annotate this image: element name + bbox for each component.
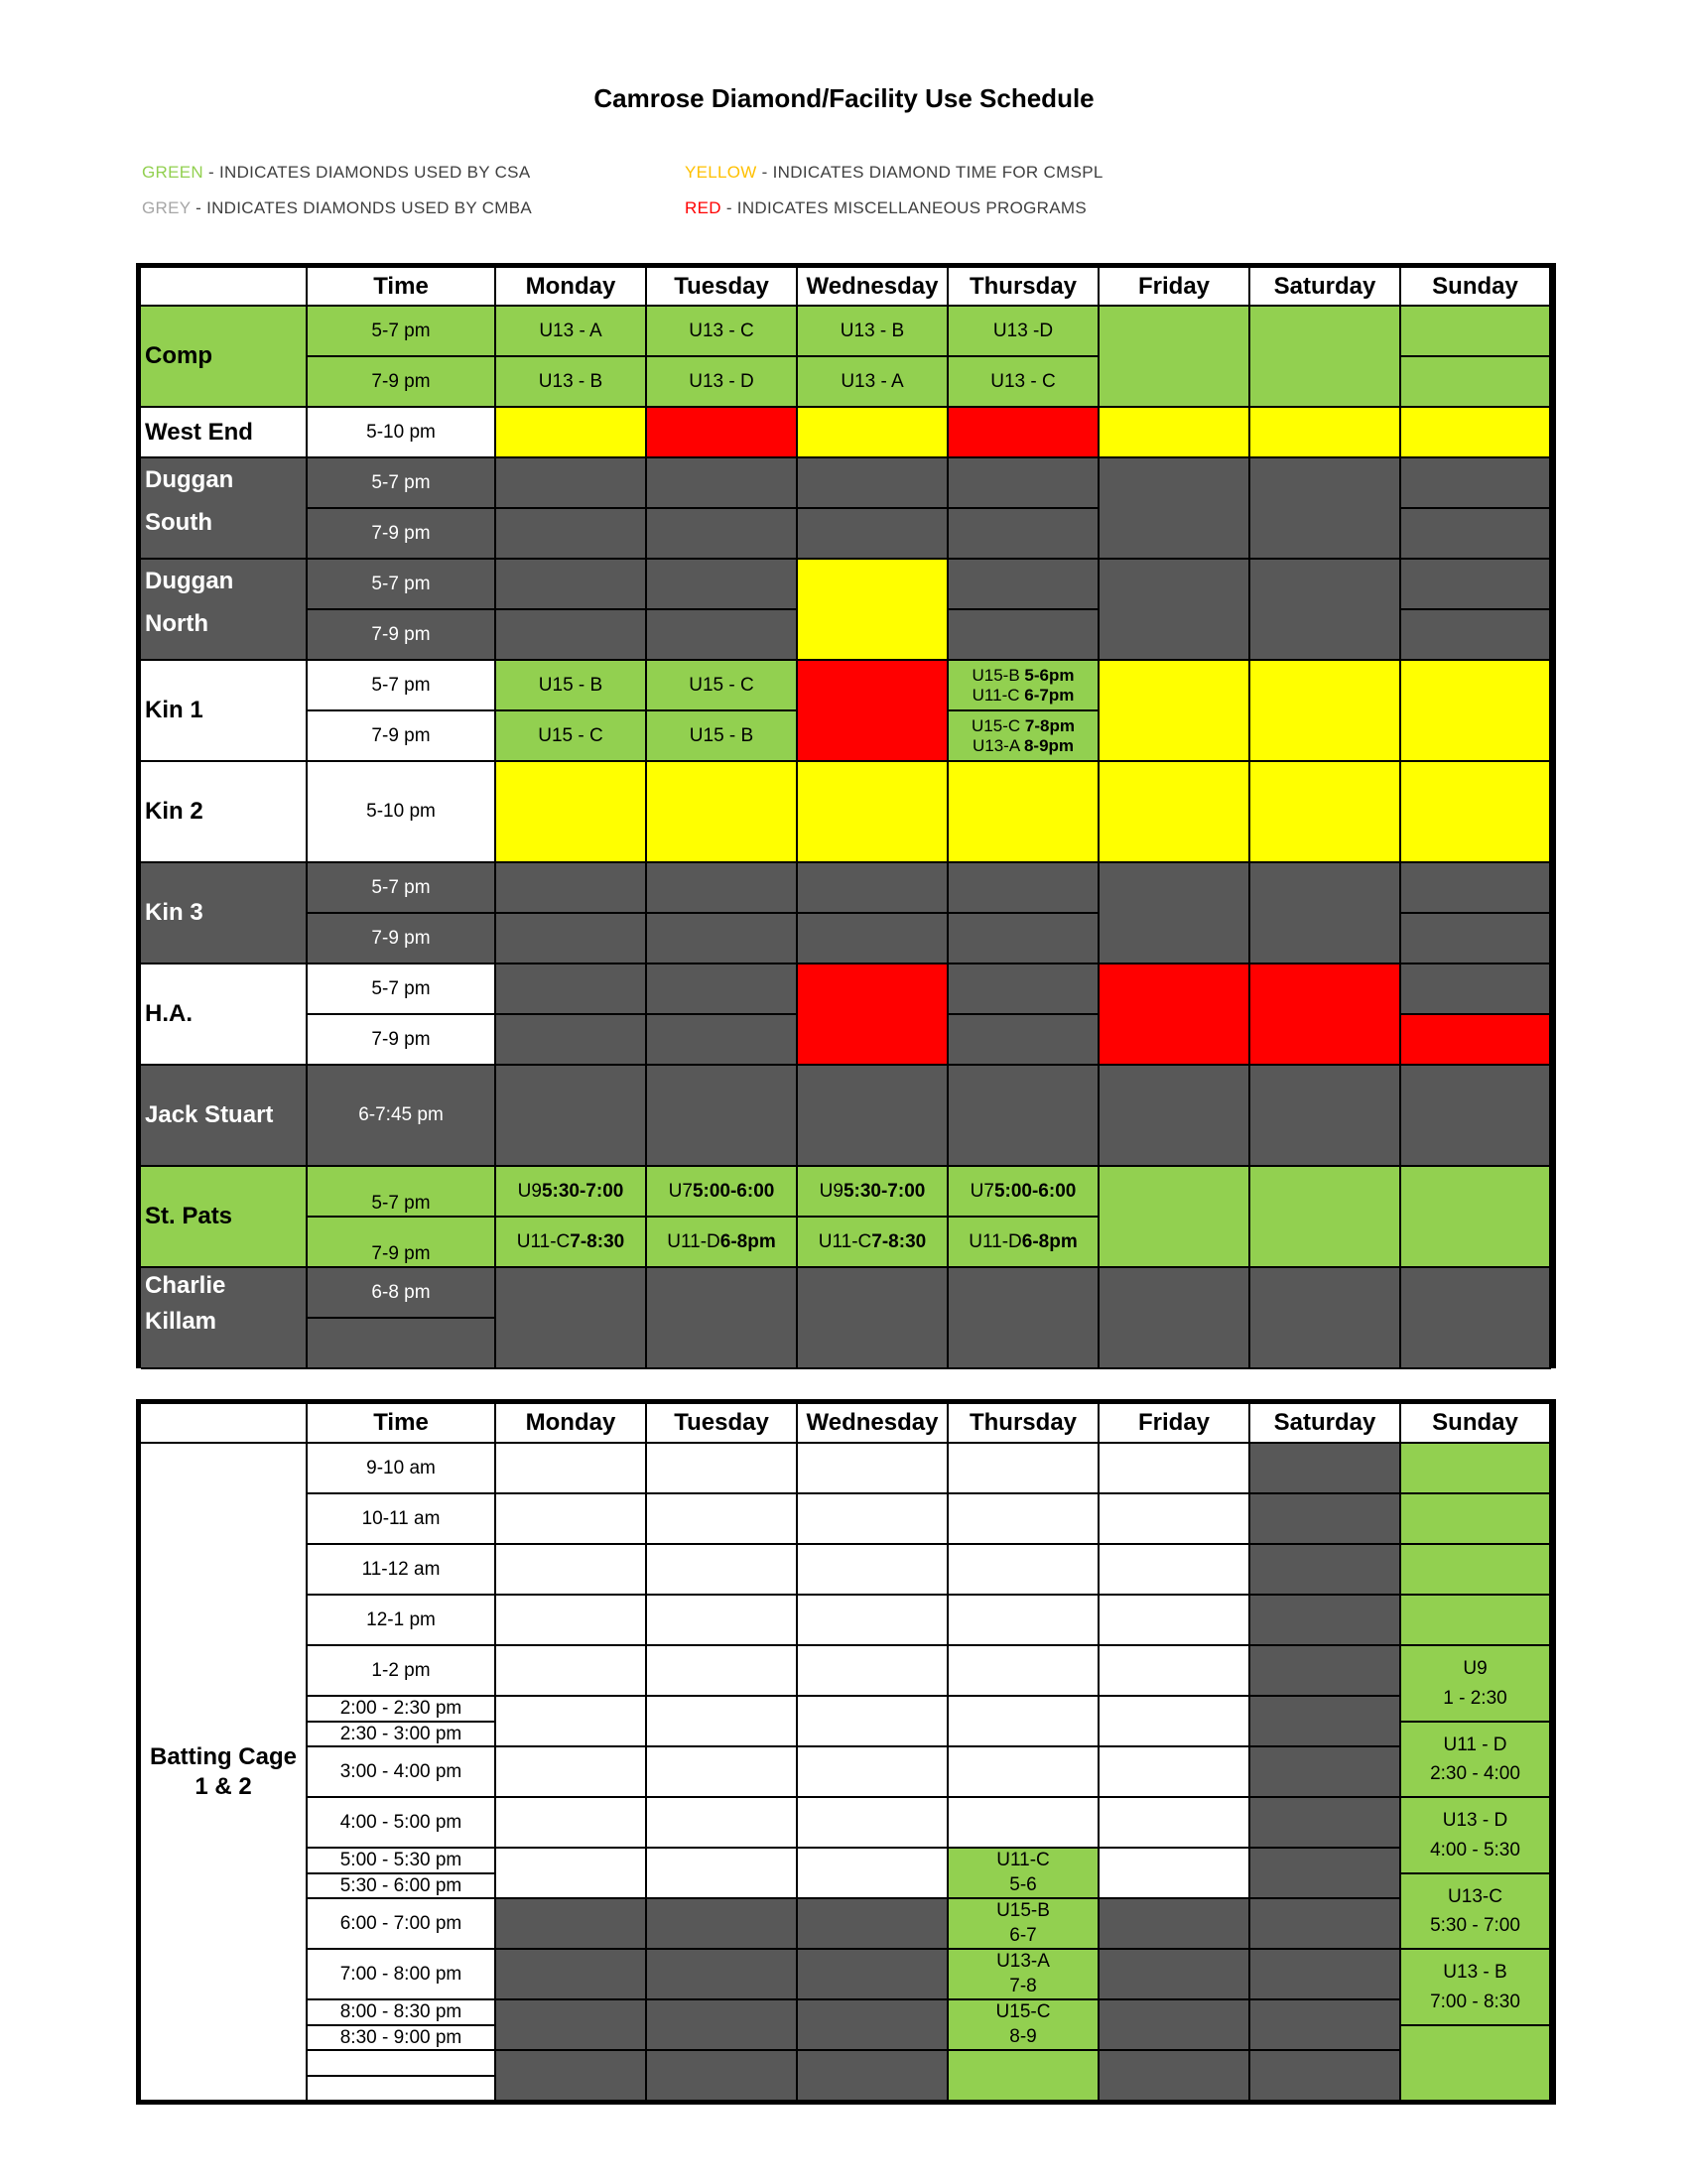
row-label-kin-2: Kin 2 — [141, 762, 308, 863]
cage-cell — [1100, 1494, 1250, 1545]
kin1-thu-1 — [949, 661, 1100, 711]
charlie-killam-cell — [496, 1268, 647, 1369]
duggan-south-cell — [496, 458, 647, 509]
kin2-time: 5-10 pm — [308, 762, 496, 863]
cage-cell — [949, 1494, 1100, 1545]
duggan-south-cell — [647, 458, 798, 509]
header-sunday: Sunday — [1401, 268, 1551, 307]
charlie-killam-cell — [1401, 1268, 1551, 1369]
comp-mon-1: U13 - A — [496, 307, 647, 357]
st-pats-sat — [1250, 1167, 1401, 1268]
ha-time-2: 7-9 pm — [308, 1015, 496, 1066]
kin3-cell — [647, 863, 798, 914]
west-end-wed — [798, 408, 949, 458]
duggan-north-cell — [949, 560, 1100, 610]
comp-sun-1 — [1401, 307, 1551, 357]
row-label-duggan-south — [141, 458, 308, 560]
batting-cage-label-2: 1 & 2 — [195, 1772, 252, 1800]
cage-cell — [496, 2051, 647, 2102]
comp-fri — [1100, 307, 1250, 408]
cage-thu-cell — [949, 2051, 1100, 2102]
cage-cell — [949, 1444, 1100, 1494]
header-time: Time — [308, 1404, 496, 1444]
charlie-killam-label-1: Charlie — [145, 1272, 226, 1299]
duggan-south-cell — [496, 509, 647, 560]
kin3-cell — [1401, 863, 1551, 914]
ha-fri — [1100, 964, 1250, 1066]
cage-cell — [496, 2000, 647, 2051]
header-friday: Friday — [1100, 268, 1250, 307]
cage-cell — [647, 2051, 798, 2102]
kin3-fri — [1100, 863, 1250, 964]
comp-tue-2: U13 - D — [647, 357, 798, 408]
header-friday: Friday — [1100, 1404, 1250, 1444]
cage-sat-cell — [1250, 1747, 1401, 1798]
duggan-south-label-2: South — [145, 509, 212, 537]
cage-cell — [798, 1798, 949, 1849]
header-blank — [141, 268, 308, 307]
duggan-north-cell — [647, 610, 798, 661]
row-label-duggan-north — [141, 560, 308, 661]
row-label-kin-1: Kin 1 — [141, 661, 308, 762]
charlie-killam-cell — [1100, 1268, 1250, 1369]
ha-cell — [647, 1015, 798, 1066]
ha-cell — [949, 964, 1100, 1015]
st-pats-sun — [1401, 1167, 1551, 1268]
legend-red — [685, 198, 1087, 218]
cage-cell — [798, 2051, 949, 2102]
cage-cell — [1100, 1849, 1250, 1899]
row-label-comp: Comp — [141, 307, 308, 408]
row-label-west-end: West End — [141, 408, 308, 458]
st-pats-time-1: 5-7 pm — [308, 1167, 496, 1218]
cage-sun-slot-4: U13-C 5:30 - 7:00 — [1401, 1874, 1551, 1950]
cage-cell — [798, 1646, 949, 1697]
header-tuesday: Tuesday — [647, 268, 798, 307]
st-pats-tue-2: U11-D 6-8pm — [647, 1218, 798, 1268]
cage-cell — [949, 1798, 1100, 1849]
duggan-south-cell — [1401, 458, 1551, 509]
page-title: Camrose Diamond/Facility Use Schedule — [593, 83, 1095, 113]
duggan-south-sat — [1250, 458, 1401, 560]
kin2-sun — [1401, 762, 1551, 863]
cage-sun-cell — [1401, 1596, 1551, 1646]
batting-cage-table — [136, 1399, 1556, 2105]
cage-cell — [1100, 1646, 1250, 1697]
row-label-jack-stuart: Jack Stuart — [141, 1066, 308, 1167]
kin3-cell — [949, 863, 1100, 914]
cage-cell — [647, 1444, 798, 1494]
header-saturday: Saturday — [1250, 268, 1401, 307]
jack-stuart-cell — [798, 1066, 949, 1167]
cage-cell — [647, 1899, 798, 1950]
cage-sat-cell — [1250, 1798, 1401, 1849]
st-pats-fri — [1100, 1167, 1250, 1268]
kin1-sat — [1250, 661, 1401, 762]
duggan-north-time-1: 5-7 pm — [308, 560, 496, 610]
cage-sun-cell — [1401, 1545, 1551, 1596]
cage-sat-cell — [1250, 2000, 1401, 2051]
duggan-south-time-2: 7-9 pm — [308, 509, 496, 560]
cage-cell — [798, 1849, 949, 1899]
jack-stuart-cell — [1100, 1066, 1250, 1167]
legend-grey-word: GREY — [142, 198, 192, 217]
comp-time-1: 5-7 pm — [308, 307, 496, 357]
row-label-ha: H.A. — [141, 964, 308, 1066]
cage-sun-cell — [1401, 1494, 1551, 1545]
legend-green-text: - INDICATES DIAMONDS USED BY CSA — [202, 163, 531, 182]
kin3-time-1: 5-7 pm — [308, 863, 496, 914]
west-end-sun — [1401, 408, 1551, 458]
comp-thu-1: U13 -D — [949, 307, 1100, 357]
comp-sat — [1250, 307, 1401, 408]
charlie-killam-cell — [647, 1268, 798, 1369]
kin2-thu — [949, 762, 1100, 863]
kin2-mon — [496, 762, 647, 863]
st-pats-wed-2: U11-C 7-8:30 — [798, 1218, 949, 1268]
cage-thu-slot-1: U11-C 5-6 — [949, 1849, 1100, 1899]
west-end-thu — [949, 408, 1100, 458]
kin3-cell — [949, 914, 1100, 964]
west-end-mon — [496, 408, 647, 458]
kin1-mon-2: U15 - C — [496, 711, 647, 762]
cage-cell — [798, 1494, 949, 1545]
st-pats-thu-1: U7 5:00-6:00 — [949, 1167, 1100, 1218]
legend-yellow-text: - INDICATES DIAMOND TIME FOR CMSPL — [756, 163, 1104, 182]
comp-wed-1: U13 - B — [798, 307, 949, 357]
header-time: Time — [308, 268, 496, 307]
kin1-time-1: 5-7 pm — [308, 661, 496, 711]
cage-cell — [647, 1494, 798, 1545]
comp-time-2: 7-9 pm — [308, 357, 496, 408]
duggan-south-label-1: Duggan — [145, 466, 234, 493]
kin3-cell — [496, 914, 647, 964]
cage-cell — [496, 1798, 647, 1849]
cage-sat-cell — [1250, 1646, 1401, 1697]
ha-cell — [496, 964, 647, 1015]
cage-thu-slot-4: U15-C 8-9 — [949, 2000, 1100, 2051]
cage-cell — [1100, 1950, 1250, 2000]
jack-stuart-cell — [1250, 1066, 1401, 1167]
cage-time: 8:30 - 9:00 pm — [308, 2026, 496, 2051]
st-pats-mon-1: U9 5:30-7:00 — [496, 1167, 647, 1218]
kin1-sun — [1401, 661, 1551, 762]
cage-sun-slot-5: U13 - B 7:00 - 8:30 — [1401, 1950, 1551, 2026]
cage-cell — [798, 1899, 949, 1950]
cage-cell — [949, 1646, 1100, 1697]
kin1-thu-slot: U15-C 7-8pm — [972, 715, 1075, 735]
st-pats-tue-1: U7 5:00-6:00 — [647, 1167, 798, 1218]
cage-sat-cell — [1250, 1849, 1401, 1899]
row-label-charlie-killam — [141, 1268, 308, 1369]
cage-time: 8:00 - 8:30 pm — [308, 2000, 496, 2026]
row-label-batting-cage — [141, 1444, 308, 2102]
cage-cell — [647, 1596, 798, 1646]
duggan-north-cell — [1401, 610, 1551, 661]
duggan-south-fri — [1100, 458, 1250, 560]
ha-time-1: 5-7 pm — [308, 964, 496, 1015]
comp-wed-2: U13 - A — [798, 357, 949, 408]
duggan-north-sat — [1250, 560, 1401, 661]
kin2-sat — [1250, 762, 1401, 863]
cage-cell — [496, 1697, 647, 1747]
west-end-sat — [1250, 408, 1401, 458]
cage-cell — [647, 1697, 798, 1747]
cage-time: 5:00 - 5:30 pm — [308, 1849, 496, 1874]
duggan-north-cell — [1401, 560, 1551, 610]
cage-cell — [647, 2000, 798, 2051]
ha-cell — [496, 1015, 647, 1066]
comp-mon-2: U13 - B — [496, 357, 647, 408]
cage-time: 1-2 pm — [308, 1646, 496, 1697]
duggan-north-cell — [949, 610, 1100, 661]
kin3-cell — [647, 914, 798, 964]
kin3-cell — [496, 863, 647, 914]
kin2-wed — [798, 762, 949, 863]
duggan-south-cell — [798, 509, 949, 560]
kin3-sat — [1250, 863, 1401, 964]
duggan-south-cell — [1401, 509, 1551, 560]
cage-time — [308, 2051, 496, 2077]
ha-cell — [949, 1015, 1100, 1066]
cage-cell — [496, 1849, 647, 1899]
cage-time — [308, 2077, 496, 2102]
comp-tue-1: U13 - C — [647, 307, 798, 357]
cage-sat-cell — [1250, 1899, 1401, 1950]
kin1-thu-2 — [949, 711, 1100, 762]
header-wednesday: Wednesday — [798, 1404, 949, 1444]
kin1-fri — [1100, 661, 1250, 762]
kin1-wed — [798, 661, 949, 762]
header-blank — [141, 1404, 308, 1444]
charlie-killam-time-blank — [308, 1319, 496, 1369]
cage-time: 5:30 - 6:00 pm — [308, 1874, 496, 1899]
duggan-north-wed — [798, 560, 949, 661]
cage-time: 4:00 - 5:00 pm — [308, 1798, 496, 1849]
cage-time: 2:30 - 3:00 pm — [308, 1723, 496, 1747]
west-end-time: 5-10 pm — [308, 408, 496, 458]
kin1-tue-2: U15 - B — [647, 711, 798, 762]
cage-sat-cell — [1250, 2051, 1401, 2102]
row-label-st-pats: St. Pats — [141, 1167, 308, 1268]
cage-cell — [798, 1596, 949, 1646]
cage-cell — [949, 1697, 1100, 1747]
cage-cell — [496, 1950, 647, 2000]
west-end-tue — [647, 408, 798, 458]
row-label-kin-3: Kin 3 — [141, 863, 308, 964]
duggan-south-time-1: 5-7 pm — [308, 458, 496, 509]
cage-cell — [949, 1545, 1100, 1596]
kin3-cell — [798, 914, 949, 964]
cage-sat-cell — [1250, 1545, 1401, 1596]
cage-time: 6:00 - 7:00 pm — [308, 1899, 496, 1950]
cage-cell — [798, 2000, 949, 2051]
cage-cell — [1100, 1899, 1250, 1950]
kin1-thu-slot: U11-C 6-7pm — [972, 685, 1075, 705]
cage-cell — [949, 1596, 1100, 1646]
comp-thu-2: U13 - C — [949, 357, 1100, 408]
kin1-time-2: 7-9 pm — [308, 711, 496, 762]
header-monday: Monday — [496, 1404, 647, 1444]
cage-cell — [798, 1545, 949, 1596]
cage-cell — [1100, 1747, 1250, 1798]
cage-cell — [1100, 1798, 1250, 1849]
cage-sun-slot-2: U11 - D 2:30 - 4:00 — [1401, 1723, 1551, 1798]
cage-time: 7:00 - 8:00 pm — [308, 1950, 496, 2000]
charlie-killam-label-2: Killam — [145, 1308, 217, 1335]
duggan-south-cell — [949, 458, 1100, 509]
ha-sun-1 — [1401, 964, 1551, 1015]
jack-stuart-cell — [1401, 1066, 1551, 1167]
kin2-tue — [647, 762, 798, 863]
cage-cell — [647, 1545, 798, 1596]
jack-stuart-cell — [496, 1066, 647, 1167]
cage-sun-cell — [1401, 1444, 1551, 1494]
legend-red-text: - INDICATES MISCELLANEOUS PROGRAMS — [720, 198, 1087, 217]
cage-cell — [1100, 1444, 1250, 1494]
west-end-fri — [1100, 408, 1250, 458]
st-pats-thu-2: U11-D 6-8pm — [949, 1218, 1100, 1268]
ha-sat — [1250, 964, 1401, 1066]
charlie-killam-cell — [798, 1268, 949, 1369]
cage-cell — [647, 1849, 798, 1899]
duggan-north-time-2: 7-9 pm — [308, 610, 496, 661]
header-tuesday: Tuesday — [647, 1404, 798, 1444]
cage-cell — [496, 1596, 647, 1646]
legend-yellow — [685, 163, 1104, 183]
header-sunday: Sunday — [1401, 1404, 1551, 1444]
jack-stuart-cell — [949, 1066, 1100, 1167]
st-pats-mon-2: U11-C 7-8:30 — [496, 1218, 647, 1268]
kin1-thu-slot: U15-B 5-6pm — [972, 665, 1075, 685]
cage-cell — [1100, 1697, 1250, 1747]
cage-cell — [798, 1697, 949, 1747]
duggan-north-label-1: Duggan — [145, 568, 234, 594]
cage-sun-slot-1: U9 1 - 2:30 — [1401, 1646, 1551, 1723]
cage-cell — [798, 1747, 949, 1798]
cage-cell — [496, 1494, 647, 1545]
cage-time: 9-10 am — [308, 1444, 496, 1494]
kin3-cell — [798, 863, 949, 914]
cage-sat-cell — [1250, 1494, 1401, 1545]
cage-sat-cell — [1250, 1596, 1401, 1646]
cage-cell — [647, 1950, 798, 2000]
legend-grey-text: - INDICATES DIAMONDS USED BY CMBA — [191, 198, 533, 217]
header-thursday: Thursday — [949, 1404, 1100, 1444]
st-pats-time-2: 7-9 pm — [308, 1218, 496, 1268]
cage-cell — [496, 1444, 647, 1494]
cage-cell — [949, 1747, 1100, 1798]
jack-stuart-cell — [647, 1066, 798, 1167]
legend-yellow-word: YELLOW — [685, 163, 757, 182]
cage-sun-cell — [1401, 2026, 1551, 2102]
kin2-fri — [1100, 762, 1250, 863]
cage-cell — [496, 1646, 647, 1697]
cage-cell — [798, 1444, 949, 1494]
duggan-south-cell — [798, 458, 949, 509]
diamond-schedule-table — [136, 263, 1556, 1368]
cage-cell — [496, 1899, 647, 1950]
cage-time: 11-12 am — [308, 1545, 496, 1596]
duggan-north-cell — [496, 610, 647, 661]
duggan-north-label-2: North — [145, 610, 208, 638]
legend-grey — [142, 198, 532, 218]
duggan-north-cell — [647, 560, 798, 610]
cage-sun-slot-3: U13 - D 4:00 - 5:30 — [1401, 1798, 1551, 1874]
kin3-cell — [1401, 914, 1551, 964]
cage-time: 3:00 - 4:00 pm — [308, 1747, 496, 1798]
cage-cell — [798, 1950, 949, 2000]
cage-cell — [1100, 1596, 1250, 1646]
charlie-killam-cell — [1250, 1268, 1401, 1369]
cage-time: 10-11 am — [308, 1494, 496, 1545]
jack-stuart-time: 6-7:45 pm — [308, 1066, 496, 1167]
comp-sun-2 — [1401, 357, 1551, 408]
charlie-killam-cell — [949, 1268, 1100, 1369]
cage-cell — [647, 1798, 798, 1849]
header-monday: Monday — [496, 268, 647, 307]
legend-green — [142, 163, 530, 183]
legend-red-word: RED — [685, 198, 721, 217]
cage-time: 12-1 pm — [308, 1596, 496, 1646]
kin1-mon-1: U15 - B — [496, 661, 647, 711]
cage-cell — [647, 1747, 798, 1798]
cage-thu-slot-3: U13-A 7-8 — [949, 1950, 1100, 2000]
duggan-south-cell — [647, 509, 798, 560]
ha-wed — [798, 964, 949, 1066]
st-pats-wed-1: U9 5:30-7:00 — [798, 1167, 949, 1218]
cage-sat-cell — [1250, 1697, 1401, 1747]
cage-cell — [1100, 2051, 1250, 2102]
duggan-south-cell — [949, 509, 1100, 560]
cage-sat-cell — [1250, 1950, 1401, 2000]
kin1-tue-1: U15 - C — [647, 661, 798, 711]
cage-cell — [1100, 2000, 1250, 2051]
cage-cell — [647, 1646, 798, 1697]
ha-cell — [647, 964, 798, 1015]
batting-cage-label-1: Batting Cage — [149, 1742, 297, 1770]
header-thursday: Thursday — [949, 268, 1100, 307]
header-wednesday: Wednesday — [798, 268, 949, 307]
ha-sun-2 — [1401, 1015, 1551, 1066]
cage-cell — [496, 1545, 647, 1596]
cage-time: 2:00 - 2:30 pm — [308, 1697, 496, 1723]
cage-thu-slot-2: U15-B 6-7 — [949, 1899, 1100, 1950]
kin3-time-2: 7-9 pm — [308, 914, 496, 964]
duggan-north-cell — [496, 560, 647, 610]
header-saturday: Saturday — [1250, 1404, 1401, 1444]
duggan-north-fri — [1100, 560, 1250, 661]
kin1-thu-slot: U13-A 8-9pm — [972, 735, 1075, 755]
legend-green-word: GREEN — [142, 163, 203, 182]
charlie-killam-time: 6-8 pm — [308, 1268, 496, 1319]
cage-sat-cell — [1250, 1444, 1401, 1494]
cage-cell — [496, 1747, 647, 1798]
cage-cell — [1100, 1545, 1250, 1596]
